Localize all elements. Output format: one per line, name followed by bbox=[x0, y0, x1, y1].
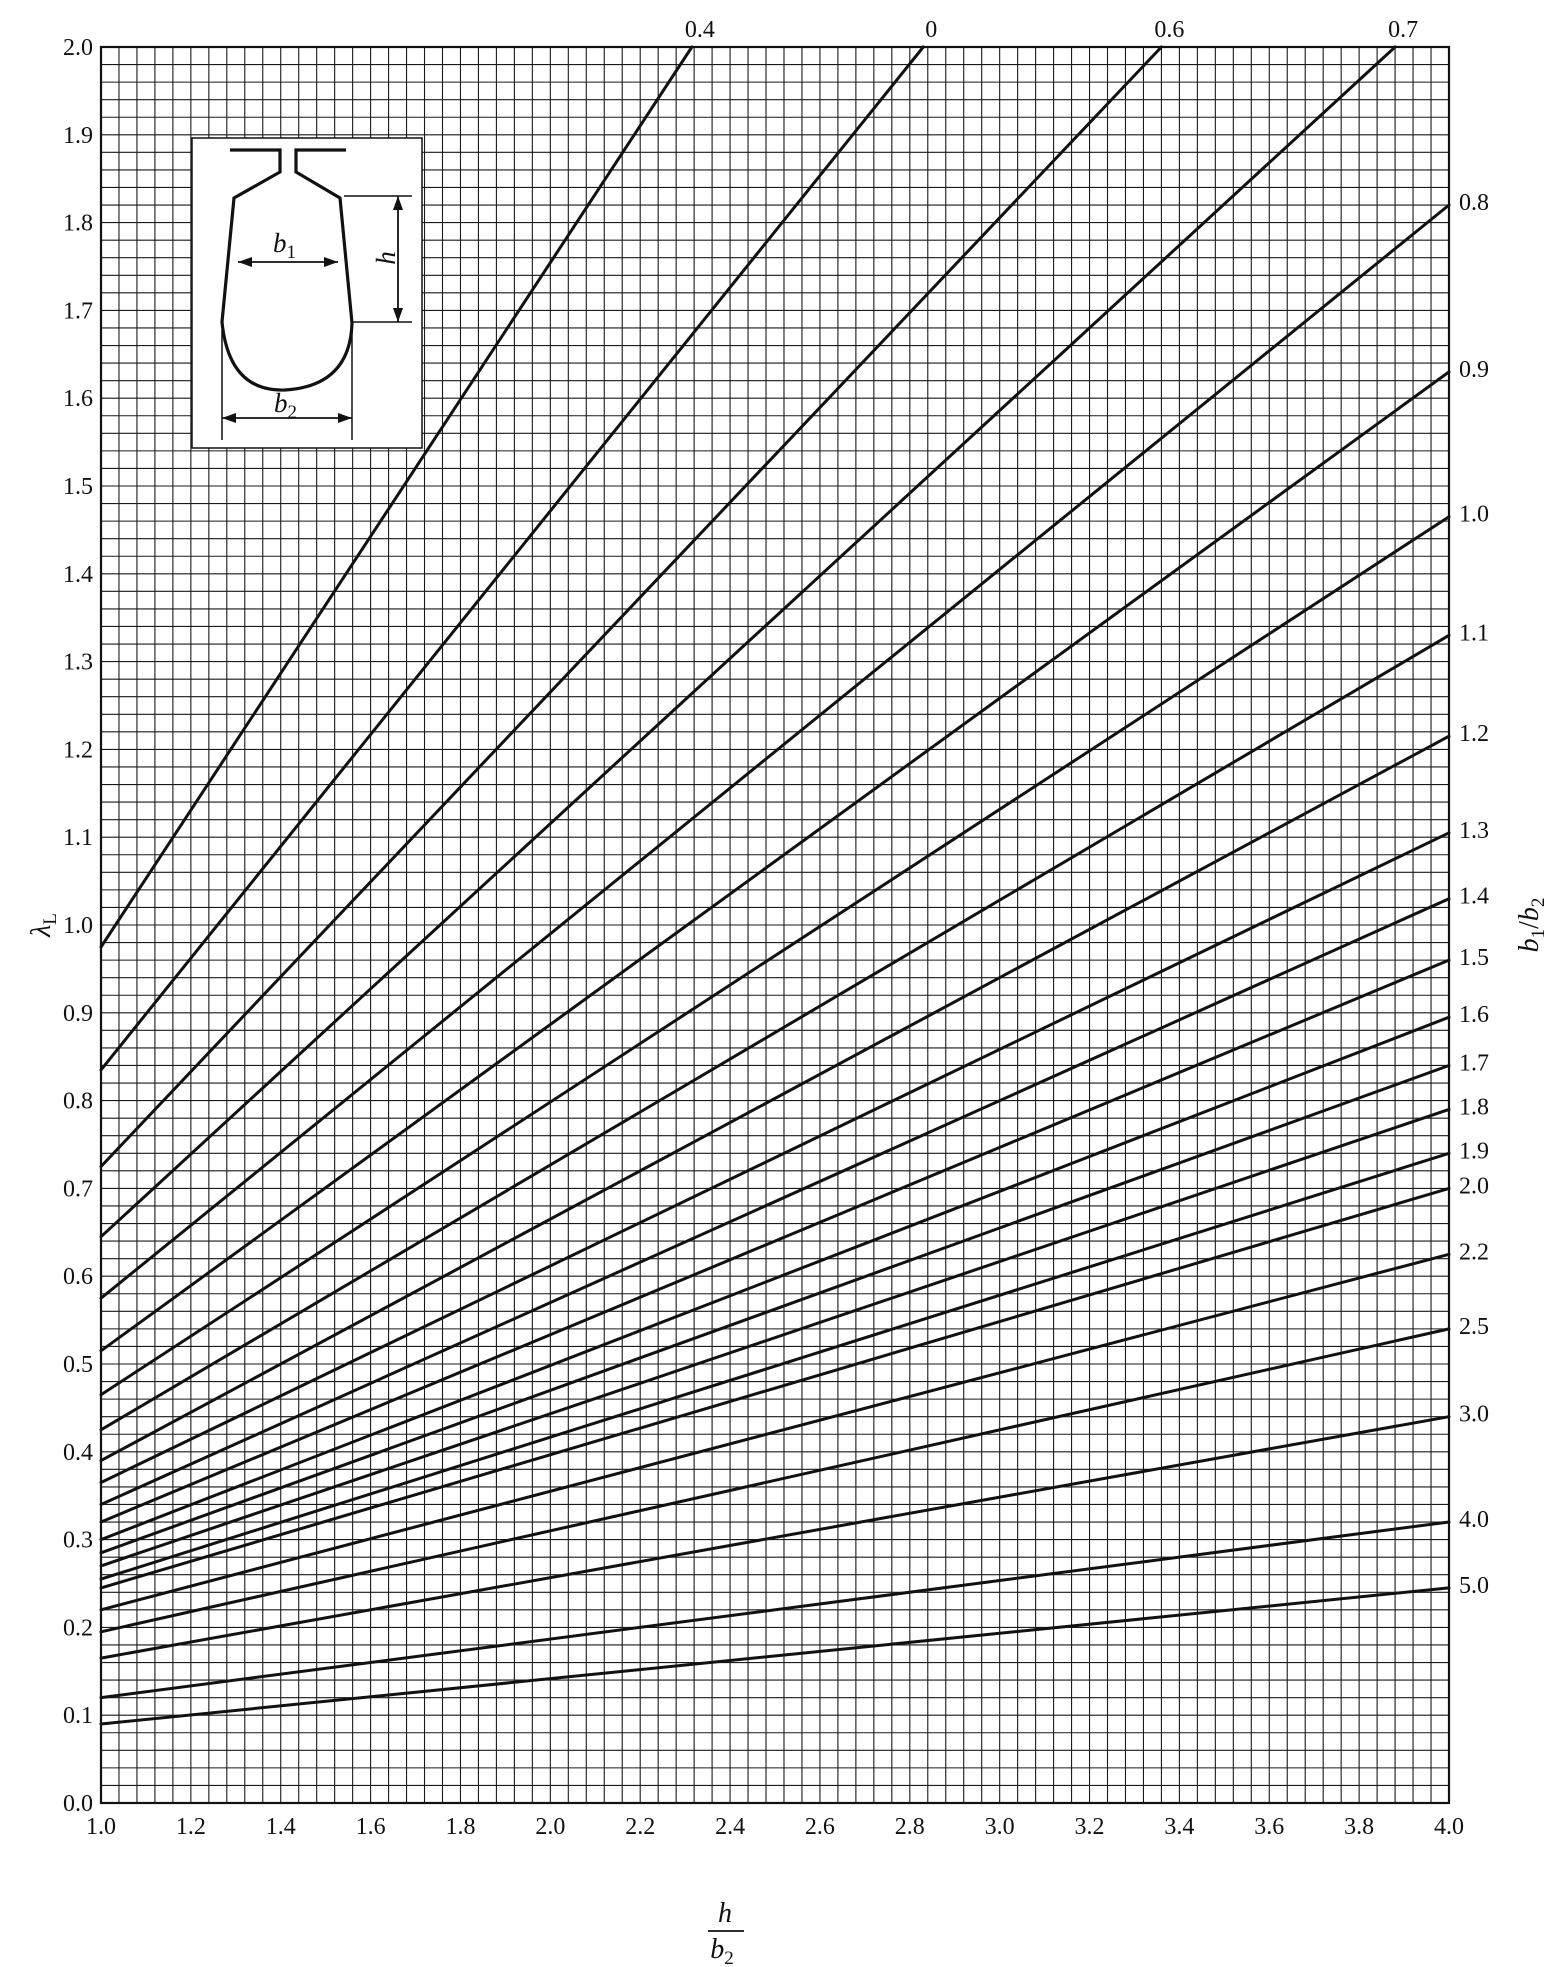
x-tick-label: 2.4 bbox=[715, 1814, 746, 1840]
series-line-3.0 bbox=[101, 1417, 1449, 1658]
curve-label-right: 0.8 bbox=[1459, 190, 1489, 217]
y-tick-label: 0.6 bbox=[63, 1264, 93, 1291]
b2-label: $b_2$ bbox=[274, 388, 297, 423]
x-tick-label: 1.8 bbox=[445, 1814, 476, 1840]
x-tick-label: 4.0 bbox=[1434, 1814, 1464, 1840]
curve-label-top: 0 bbox=[925, 17, 938, 43]
x-tick-label: 3.2 bbox=[1074, 1814, 1105, 1840]
series-line-1.8 bbox=[101, 1109, 1449, 1566]
x-axis-title-numerator: h bbox=[718, 1898, 732, 1929]
y-tick-label: 1.5 bbox=[63, 474, 93, 500]
series-line-1.3 bbox=[101, 833, 1449, 1483]
y-tick-label: 1.0 bbox=[63, 913, 93, 939]
curve-label-right: 3.0 bbox=[1459, 1401, 1489, 1428]
y-tick-label: 1.6 bbox=[63, 386, 93, 413]
curve-label-right: 5.0 bbox=[1459, 1572, 1489, 1599]
y-tick-label: 0.7 bbox=[63, 1176, 93, 1203]
series-line-2.0 bbox=[101, 1188, 1449, 1588]
series-line-1.9 bbox=[101, 1153, 1449, 1579]
series-line-1.6 bbox=[101, 1017, 1449, 1539]
y-tick-label: 0.4 bbox=[63, 1439, 93, 1466]
curve-label-right: 1.3 bbox=[1459, 817, 1489, 844]
x-tick-label: 2.2 bbox=[625, 1814, 656, 1840]
curve-label-right: 2.5 bbox=[1459, 1313, 1489, 1340]
curve-label-right: 1.2 bbox=[1459, 721, 1489, 748]
curve-label-right: 1.9 bbox=[1459, 1138, 1489, 1165]
x-tick-label: 3.8 bbox=[1344, 1814, 1375, 1840]
x-tick-label: 2.0 bbox=[535, 1814, 566, 1840]
y-axis-title-text: $\lambda_L$ bbox=[26, 913, 61, 937]
y-tick-label: 0.5 bbox=[63, 1352, 93, 1378]
x-tick-label: 3.4 bbox=[1164, 1814, 1195, 1840]
x-tick-label: 1.4 bbox=[265, 1814, 296, 1840]
x-tick-label: 1.2 bbox=[175, 1814, 206, 1840]
x-tick-label: 2.8 bbox=[894, 1814, 925, 1840]
series-line-1.2 bbox=[101, 736, 1449, 1460]
x-tick-label: 3.0 bbox=[984, 1814, 1015, 1840]
y-tick-label: 1.2 bbox=[63, 737, 93, 764]
curve-labels bbox=[685, 17, 1489, 1599]
y-tick-label: 1.3 bbox=[63, 649, 93, 676]
curve-label-right: 1.4 bbox=[1459, 883, 1489, 910]
x-tick-label: 1.6 bbox=[355, 1814, 386, 1840]
curve-label-right: 1.1 bbox=[1459, 620, 1489, 647]
curve-label-top: 0.6 bbox=[1154, 17, 1185, 43]
y-tick-label: 0.9 bbox=[63, 1000, 93, 1027]
right-axis-title-text: $b_1/b_2$ bbox=[1514, 897, 1549, 953]
slot-geometry-inset bbox=[192, 138, 422, 448]
curve-label-right: 4.0 bbox=[1459, 1507, 1489, 1534]
curve-label-right: 1.5 bbox=[1459, 945, 1489, 972]
y-tick-label: 0.8 bbox=[63, 1088, 93, 1115]
curve-label-right: 1.0 bbox=[1459, 501, 1489, 528]
inset-frame bbox=[192, 138, 422, 448]
curve-label-top: 0.7 bbox=[1388, 17, 1419, 43]
x-tick-label: 2.6 bbox=[804, 1814, 835, 1840]
right-axis-title bbox=[1514, 898, 1549, 953]
y-tick-label: 1.4 bbox=[63, 561, 93, 588]
x-axis-title bbox=[708, 1898, 744, 1967]
curve-label-right: 2.0 bbox=[1459, 1173, 1489, 1200]
series-line-1.0 bbox=[101, 517, 1449, 1395]
y-tick-label: 1.1 bbox=[63, 825, 93, 852]
curve-label-right: 0.9 bbox=[1459, 356, 1489, 383]
y-tick-label: 0.1 bbox=[63, 1703, 93, 1730]
y-tick-label: 2.0 bbox=[63, 35, 93, 61]
curve-label-right: 2.2 bbox=[1459, 1239, 1489, 1266]
x-tick-label: 1.0 bbox=[86, 1814, 116, 1840]
h-label: h bbox=[371, 251, 401, 265]
y-tick-label: 1.7 bbox=[63, 298, 93, 325]
curve-label-right: 1.7 bbox=[1459, 1050, 1489, 1077]
b1-label: $b_1$ bbox=[273, 228, 296, 263]
curve-label-right: 1.6 bbox=[1459, 1002, 1489, 1029]
y-tick-label: 0.2 bbox=[63, 1615, 93, 1642]
x-tick-label: 3.6 bbox=[1254, 1814, 1285, 1840]
curve-label-top: 0.4 bbox=[684, 17, 715, 43]
series-line-1.4 bbox=[101, 899, 1449, 1505]
y-tick-label: 0.0 bbox=[63, 1791, 93, 1817]
x-axis-title-denominator: $b_2$ bbox=[710, 1934, 734, 1967]
series-line-0.9 bbox=[101, 372, 1449, 1351]
y-tick-label: 1.9 bbox=[63, 122, 93, 149]
curve-label-right: 1.8 bbox=[1459, 1094, 1489, 1121]
y-axis-title bbox=[26, 913, 61, 938]
y-tick-label: 0.3 bbox=[63, 1527, 93, 1554]
y-tick-label: 1.8 bbox=[63, 210, 93, 237]
